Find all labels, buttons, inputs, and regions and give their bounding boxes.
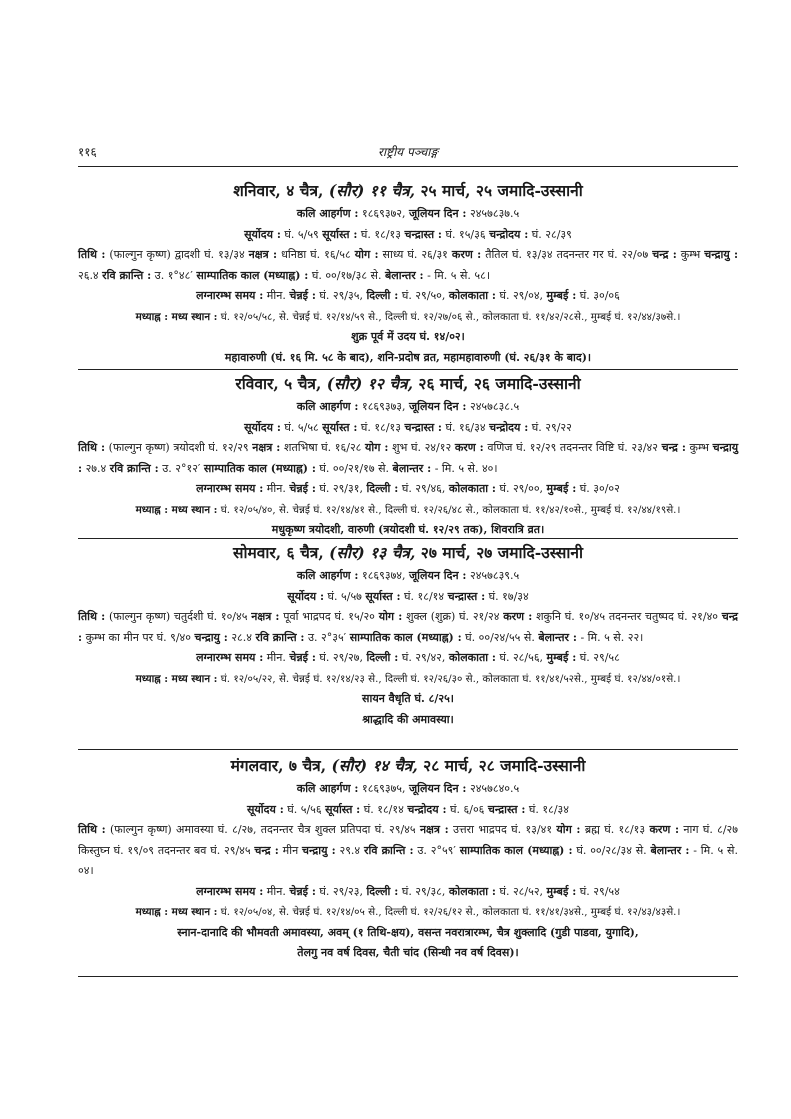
lagna-line: लग्नारम्भ समय : मीन. चेन्नई : घं. २९/३५, दिल्ली : घं. २९/५०, कोलकाता : घं. २९/०४, मुम्बई : घं. ३०/०६ xyxy=(196,289,620,302)
header-rule xyxy=(78,166,738,167)
madhyahna-line: मध्याह्न : मध्य स्थान : घं. १२/०५/२२, से. चेन्नई घं. १२/१४/२३ से., दिल्ली घं. १२/२६/३० से., कोलकाता घं. ११/४१/५२से., मुम्बई घं. १२/४४/०१से.। xyxy=(135,672,681,685)
day-heading: सोमवार, ६ चैत्र, (सौर) १३ चैत्र, २७ मार्च, २७ जमादि-उस्सानी xyxy=(232,543,583,562)
kali-julian-line: कलि आहर्गण : १८६९३७५, जूलियन दिन : २४५७८४०.५ xyxy=(296,782,520,795)
lagna-line: लग्नारम्भ समय : मीन. चेन्नई : घं. २९/२३, दिल्ली : घं. २९/३८, कोलकाता : घं. २८/५२, मुम्बई : घं. २९/५४ xyxy=(196,884,620,898)
madhyahna-line: मध्याह्न : मध्य स्थान : घं. १२/०५/०४, से. चेन्नई घं. १२/१४/०५ से., दिल्ली घं. १२/२६/१२ से., कोलकाता घं. ११/४१/३४से., मुम्बई घं. १२/४३/४३से.। xyxy=(135,906,681,918)
sun-moon-line: सूर्योदय : घं. ५/५६ सूर्यास्त : घं. १८/१४ चन्द्रोदय : घं. ६/०६ चन्द्रास्त : घं. १८/३४ xyxy=(246,802,570,816)
sun-moon-line: सूर्योदय : घं. ५/५७ सूर्यास्त : घं. १८/१४ चन्द्रास्त : घं. १७/३४ xyxy=(287,589,529,603)
page-number: ११६ xyxy=(78,145,97,159)
festival-note: श्राद्धादि की अमावस्या। xyxy=(362,712,454,726)
kali-julian-line: कलि आहर्गण : १८६९३७२, जूलियन दिन : २४५७८३७.५ xyxy=(296,207,520,220)
day-entry-monday xyxy=(78,540,738,730)
sun-moon-line: सूर्योदय : घं. ५/५८ सूर्यास्त : घं. १८/१३ चन्द्रास्त : घं. १६/३४ चन्द्रोदय : घं. २९/२२ xyxy=(244,420,572,434)
day-entry-tuesday xyxy=(78,753,738,964)
panchang-details: तिथि : (फाल्गुन कृष्ण) द्वादशी घं. १३/३४ नक्षत्र : धनिष्ठा घं. १६/५८ योग : साध्य घं. २६/३१ करण : तैतिल घं. १३/३४ तदनन्तर गर घं. २२/०७ चन्द्र : कुम्भ चन्द्रायु : २६.४ रवि क्रान्ति : उ. १°४८′ साम्पातिक काल (मध्याह्न) : घं. ००/१७/३८ से. बेलान्तर : - मि. ५ से. ५८। xyxy=(78,248,739,282)
entry-divider xyxy=(78,369,738,370)
day-heading: शनिवार, ४ चैत्र, (सौर) ११ चैत्र, २५ मार्च, २५ जमादि-उस्सानी xyxy=(233,181,583,200)
festival-note: तेलगु नव वर्ष दिवस, चैती चांद (सिन्धी नव वर्ष दिवस)। xyxy=(297,946,519,959)
day-entry-sunday xyxy=(78,371,738,541)
panchang-details: तिथि : (फाल्गुन कृष्ण) चतुर्दशी घं. १०/४५ नक्षत्र : पूर्वा भाद्रपद घं. १५/२० योग : शुक्ल (शुक्र) घं. २१/२४ करण : शकुनि घं. १०/४५ तदनन्तर चतुष्पद घं. २१/४० चन्द्र : कुम्भ का मीन पर घं. ९/४० चन्द्रायु : २८.४ रवि क्रान्ति : उ. २°३५′ साम्पातिक काल (मध्याह्न) : घं. ००/२४/५५ से. बेलान्तर : - मि. ५ से. २२। xyxy=(78,610,739,644)
entry-divider xyxy=(78,538,738,539)
day-entry-saturday xyxy=(78,178,738,368)
festival-note: मधुकृष्ण त्रयोदशी, वारुणी (त्रयोदशी घं. १२/२९ तक), शिवरात्रि व्रत। xyxy=(271,523,545,536)
footer-rule xyxy=(78,976,738,977)
entry-divider xyxy=(78,749,738,750)
madhyahna-line: मध्याह्न : मध्य स्थान : घं. १२/०५/४०, से. चेन्नई घं. १२/१४/४१ से., दिल्ली घं. १२/२६/४८ से., कोलकाता घं. ११/४२/१०से., मुम्बई घं. १२/४४/१९से.। xyxy=(135,503,681,516)
panchang-details: तिथि : (फाल्गुन कृष्ण) अमावस्या घं. ८/२७, तदनन्तर चैत्र शुक्ल प्रतिपदा घं. २९/४५ नक्षत्र : उत्तरा भाद्रपद घं. १३/४१ योग : ब्रह्म घं. १८/१३ करण : नाग घं. ८/२७ किस्तुघ्न घं. १९/०९ तदनन्तर बव घं. २९/४५ चन्द्र : मीन चन्द्रायु : २९.४ रवि क्रान्ति : उ. २°५९′ साम्पातिक काल (मध्याह्न) : घं. ००/२८/३४ से. बेलान्तर : - मि. ५ से. ०४। xyxy=(78,823,738,877)
lagna-line: लग्नारम्भ समय : मीन. चेन्नई : घं. २९/३१, दिल्ली : घं. २९/४६, कोलकाता : घं. २९/००, मुम्बई : घं. ३०/०२ xyxy=(196,482,620,495)
festival-note: महावारुणी (घं. १६ मि. ५८ के बाद), शनि-प्रदोष व्रत, महामहावारुणी (घं. २६/३१ के बाद)। xyxy=(224,350,592,364)
running-header xyxy=(78,143,738,163)
lagna-line: लग्नारम्भ समय : मीन. चेन्नई : घं. २९/२७, दिल्ली : घं. २९/४२, कोलकाता : घं. २८/५६, मुम्बई : घं. २९/५८ xyxy=(196,651,620,664)
festival-note: स्नान-दानादि की भौमवती अमावस्या, अवम् (१ तिथि-क्षय), वसन्त नवरात्रारम्भ, चैत्र शुक्लादि (गुडी पाडवा, युगादि), xyxy=(177,925,639,939)
sun-moon-line: सूर्योदय : घं. ५/५९ सूर्यास्त : घं. १८/१३ चन्द्रास्त : घं. १५/३६ चन्द्रोदय : घं. २८/३९ xyxy=(244,227,572,241)
kali-julian-line: कलि आहर्गण : १८६९३७४, जूलियन दिन : २४५७८३९.५ xyxy=(296,569,520,582)
festival-note: शुक्र पूर्व में उदय घं. १४/०२। xyxy=(351,330,465,343)
day-heading: रविवार, ५ चैत्र, (सौर) १२ चैत्र, २६ मार्च, २६ जमादि-उस्सानी xyxy=(235,374,581,393)
madhyahna-line: मध्याह्न : मध्य स्थान : घं. १२/०५/५८, से. चेन्नई घं. १२/१४/५९ से., दिल्ली घं. १२/२७/०६ से., कोलकाता घं. ११/४२/२८से., मुम्बई घं. १२/४४/३७से.। xyxy=(135,310,681,323)
kali-julian-line: कलि आहर्गण : १८६९३७३, जूलियन दिन : २४५७८३८.५ xyxy=(296,400,520,413)
day-heading: मंगलवार, ७ चैत्र, (सौर) १४ चैत्र, २८ मार्च, २८ जमादि-उस्सानी xyxy=(230,756,586,775)
festival-note: सायन वैधृति घं. ८/२५। xyxy=(362,692,454,705)
panchang-details: तिथि : (फाल्गुन कृष्ण) त्रयोदशी घं. १२/२९ नक्षत्र : शतभिषा घं. १६/२८ योग : शुभ घं. २४/१२ करण : वणिज घं. १२/२९ तदनन्तर विष्टि घं. २३/४२ चन्द्र : कुम्भ चन्द्रायु : २७.४ रवि क्रान्ति : उ. २°१२′ साम्पातिक काल (मध्याह्न) : घं. ००/२१/१७ से. बेलान्तर : - मि. ५ से. ४०। xyxy=(78,441,739,475)
running-title: राष्ट्रीय पञ्चाङ्ग xyxy=(378,145,438,159)
